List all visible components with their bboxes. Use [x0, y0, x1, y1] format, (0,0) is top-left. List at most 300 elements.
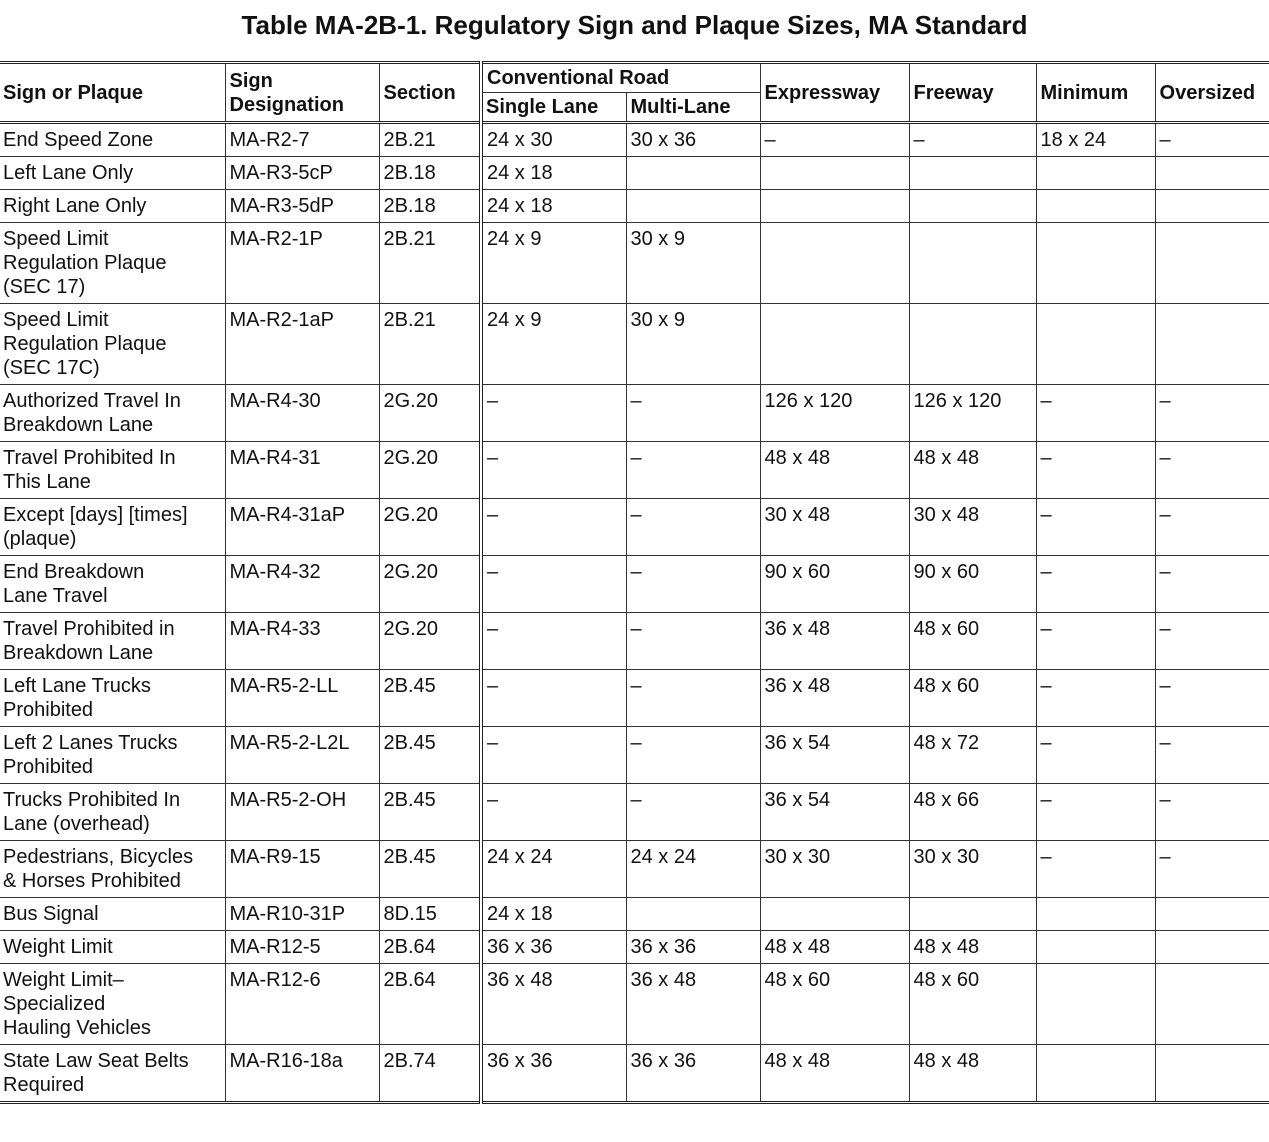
cell-sign-line: Left 2 Lanes Trucks — [3, 732, 178, 754]
cell-sign-line: Pedestrians, Bicycles — [3, 846, 194, 868]
cell-sign — [0, 223, 225, 304]
table-row — [0, 304, 1269, 385]
cell-single-lane-line: 24 x 18 — [487, 195, 553, 217]
cell-multi-lane — [626, 499, 760, 556]
cell-expressway — [760, 841, 909, 898]
cell-expressway-line: 36 x 48 — [764, 618, 831, 640]
cell-section — [379, 123, 481, 157]
cell-single-lane-line: 24 x 24 — [487, 846, 553, 868]
cell-sign-line: Left Lane Only — [3, 162, 134, 184]
cell-designation-line: MA-R4-30 — [229, 390, 321, 412]
cell-sign-line: Required — [3, 1074, 85, 1096]
cell-sign — [0, 841, 225, 898]
cell-minimum — [1036, 931, 1155, 964]
cell-freeway-line: 48 x 48 — [913, 936, 980, 958]
cell-sign — [0, 499, 225, 556]
cell-multi-lane — [626, 157, 760, 190]
cell-sign-line: Weight Limit– — [3, 969, 124, 991]
cell-minimum-line: – — [1040, 447, 1052, 469]
cell-sign — [0, 964, 225, 1045]
cell-multi-lane — [626, 223, 760, 304]
cell-oversized-line: – — [1159, 789, 1171, 811]
cell-multi-lane — [626, 931, 760, 964]
cell-single-lane — [481, 556, 626, 613]
cell-oversized — [1155, 442, 1269, 499]
cell-section-line: 2G.20 — [383, 447, 438, 469]
cell-sign — [0, 898, 225, 931]
cell-single-lane-line: – — [487, 390, 499, 412]
cell-oversized — [1155, 223, 1269, 304]
cell-multi-lane — [626, 898, 760, 931]
cell-designation — [225, 613, 379, 670]
cell-sign-line: This Lane — [3, 471, 91, 493]
cell-expressway-line: 30 x 48 — [764, 504, 831, 526]
cell-multi-lane-line: 36 x 48 — [630, 969, 697, 991]
cell-oversized — [1155, 784, 1269, 841]
table-row — [0, 556, 1269, 613]
cell-sign-line: Right Lane Only — [3, 195, 147, 217]
cell-section — [379, 931, 481, 964]
cell-sign — [0, 442, 225, 499]
cell-expressway — [760, 385, 909, 442]
table-row — [0, 670, 1269, 727]
cell-multi-lane-line: – — [630, 732, 642, 754]
cell-sign — [0, 784, 225, 841]
cell-sign-line: Prohibited — [3, 756, 94, 778]
cell-freeway-line: 48 x 48 — [913, 447, 980, 469]
header-section: Section — [379, 63, 481, 123]
cell-oversized — [1155, 727, 1269, 784]
cell-multi-lane-line: 30 x 9 — [630, 309, 685, 331]
cell-sign-line: Except [days] [times] — [3, 504, 188, 526]
cell-expressway-line: 48 x 48 — [764, 447, 831, 469]
cell-section — [379, 964, 481, 1045]
cell-freeway-line: 126 x 120 — [913, 390, 1002, 412]
cell-sign — [0, 190, 225, 223]
cell-oversized — [1155, 385, 1269, 442]
cell-section — [379, 841, 481, 898]
cell-freeway — [909, 613, 1036, 670]
header-multi-lane: Multi-Lane — [626, 93, 760, 123]
cell-multi-lane — [626, 1045, 760, 1103]
cell-freeway-line: 48 x 72 — [913, 732, 980, 754]
cell-sign-line: Trucks Prohibited In — [3, 789, 181, 811]
cell-section-line: 2B.45 — [383, 732, 436, 754]
cell-oversized — [1155, 123, 1269, 157]
cell-designation-line: MA-R16-18a — [229, 1050, 343, 1072]
cell-section-line: 2G.20 — [383, 561, 438, 583]
cell-designation — [225, 499, 379, 556]
cell-minimum-line: – — [1040, 846, 1052, 868]
cell-minimum — [1036, 613, 1155, 670]
cell-section-line: 2G.20 — [383, 390, 438, 412]
cell-single-lane-line: 24 x 9 — [487, 309, 542, 331]
cell-expressway — [760, 190, 909, 223]
cell-expressway-line: 126 x 120 — [764, 390, 853, 412]
cell-single-lane — [481, 304, 626, 385]
cell-multi-lane — [626, 190, 760, 223]
cell-minimum — [1036, 670, 1155, 727]
cell-designation — [225, 670, 379, 727]
cell-minimum — [1036, 157, 1155, 190]
cell-multi-lane-line: 30 x 36 — [630, 129, 697, 151]
cell-single-lane — [481, 670, 626, 727]
cell-minimum-line: – — [1040, 789, 1052, 811]
cell-freeway — [909, 670, 1036, 727]
header-conventional-road: Conventional Road — [481, 63, 760, 93]
cell-oversized — [1155, 898, 1269, 931]
cell-minimum-line: – — [1040, 675, 1052, 697]
cell-section-line: 2B.45 — [383, 846, 436, 868]
cell-minimum — [1036, 499, 1155, 556]
cell-section — [379, 1045, 481, 1103]
cell-designation-line: MA-R2-1aP — [229, 309, 334, 331]
cell-sign-line: Breakdown Lane — [3, 414, 154, 436]
cell-single-lane — [481, 190, 626, 223]
cell-minimum-line: 18 x 24 — [1040, 129, 1107, 151]
header-sign-designation-text: Sign Designation — [229, 69, 344, 116]
cell-single-lane — [481, 613, 626, 670]
cell-section-line: 2B.74 — [383, 1050, 436, 1072]
cell-single-lane-line: – — [487, 789, 499, 811]
cell-designation-line: MA-R4-33 — [229, 618, 321, 640]
cell-expressway — [760, 964, 909, 1045]
cell-sign-line: Left Lane Trucks — [3, 675, 151, 697]
cell-sign-line: Travel Prohibited In — [3, 447, 176, 469]
cell-single-lane-line: – — [487, 732, 499, 754]
cell-expressway — [760, 499, 909, 556]
cell-freeway-line: 90 x 60 — [913, 561, 980, 583]
cell-minimum — [1036, 556, 1155, 613]
cell-expressway — [760, 670, 909, 727]
cell-designation-line: MA-R5-2-L2L — [229, 732, 350, 754]
cell-sign — [0, 727, 225, 784]
cell-designation-line: MA-R3-5cP — [229, 162, 333, 184]
cell-single-lane-line: – — [487, 447, 499, 469]
cell-freeway — [909, 157, 1036, 190]
cell-sign-line: Weight Limit — [3, 936, 113, 958]
cell-freeway — [909, 223, 1036, 304]
cell-minimum-line: – — [1040, 618, 1052, 640]
cell-designation-line: MA-R9-15 — [229, 846, 321, 868]
cell-multi-lane — [626, 670, 760, 727]
cell-multi-lane-line: – — [630, 789, 642, 811]
cell-freeway-line: 30 x 48 — [913, 504, 980, 526]
cell-freeway — [909, 123, 1036, 157]
cell-multi-lane — [626, 123, 760, 157]
cell-freeway — [909, 898, 1036, 931]
cell-multi-lane-line: – — [630, 390, 642, 412]
cell-sign — [0, 1045, 225, 1103]
cell-designation — [225, 898, 379, 931]
cell-freeway-line: 48 x 60 — [913, 675, 980, 697]
cell-expressway — [760, 613, 909, 670]
cell-single-lane-line: 24 x 9 — [487, 228, 542, 250]
header-single-lane: Single Lane — [481, 93, 626, 123]
cell-section — [379, 442, 481, 499]
cell-oversized-line: – — [1159, 846, 1171, 868]
table-row — [0, 841, 1269, 898]
cell-sign — [0, 556, 225, 613]
table-row — [0, 931, 1269, 964]
header-expressway: Expressway — [760, 63, 909, 123]
cell-designation — [225, 1045, 379, 1103]
cell-freeway — [909, 964, 1036, 1045]
cell-section — [379, 190, 481, 223]
cell-single-lane — [481, 385, 626, 442]
cell-designation — [225, 123, 379, 157]
cell-section — [379, 898, 481, 931]
cell-freeway — [909, 841, 1036, 898]
cell-sign-line: Travel Prohibited in — [3, 618, 175, 640]
cell-section-line: 2G.20 — [383, 618, 438, 640]
cell-freeway — [909, 385, 1036, 442]
cell-freeway-line: 48 x 48 — [913, 1050, 980, 1072]
sign-size-table — [0, 61, 1269, 1104]
cell-minimum — [1036, 841, 1155, 898]
cell-oversized — [1155, 964, 1269, 1045]
cell-multi-lane — [626, 784, 760, 841]
cell-designation — [225, 304, 379, 385]
cell-expressway-line: 36 x 54 — [764, 732, 831, 754]
table-row — [0, 385, 1269, 442]
table-row — [0, 727, 1269, 784]
table-row — [0, 442, 1269, 499]
cell-expressway — [760, 304, 909, 385]
cell-minimum-line: – — [1040, 390, 1052, 412]
cell-sign-line: & Horses Prohibited — [3, 870, 181, 892]
cell-designation — [225, 157, 379, 190]
cell-expressway-line: 30 x 30 — [764, 846, 831, 868]
cell-section — [379, 385, 481, 442]
header-sign-or-plaque: Sign or Plaque — [0, 63, 225, 123]
cell-designation-line: MA-R4-31 — [229, 447, 321, 469]
cell-multi-lane-line: – — [630, 675, 642, 697]
cell-single-lane — [481, 898, 626, 931]
cell-minimum — [1036, 385, 1155, 442]
cell-sign-line: Specialized — [3, 993, 106, 1015]
cell-single-lane — [481, 157, 626, 190]
header-sign-designation — [225, 63, 379, 123]
cell-sign-line: Bus Signal — [3, 903, 99, 925]
cell-designation-line: MA-R5-2-LL — [229, 675, 339, 697]
table-row — [0, 190, 1269, 223]
table-row — [0, 157, 1269, 190]
cell-designation-line: MA-R12-6 — [229, 969, 321, 991]
cell-minimum-line: – — [1040, 732, 1052, 754]
cell-sign-line: End Breakdown — [3, 561, 145, 583]
cell-multi-lane — [626, 964, 760, 1045]
cell-freeway — [909, 784, 1036, 841]
cell-oversized — [1155, 556, 1269, 613]
cell-freeway — [909, 556, 1036, 613]
table-row — [0, 1045, 1269, 1103]
cell-expressway — [760, 157, 909, 190]
cell-oversized-line: – — [1159, 129, 1171, 151]
cell-freeway — [909, 442, 1036, 499]
cell-single-lane-line: – — [487, 618, 499, 640]
cell-multi-lane-line: 24 x 24 — [630, 846, 697, 868]
cell-expressway — [760, 784, 909, 841]
cell-minimum — [1036, 190, 1155, 223]
cell-expressway-line: 36 x 48 — [764, 675, 831, 697]
cell-single-lane — [481, 1045, 626, 1103]
cell-single-lane-line: 36 x 48 — [487, 969, 553, 991]
cell-sign-line: Prohibited — [3, 699, 94, 721]
cell-section-line: 2B.21 — [383, 129, 436, 151]
cell-freeway — [909, 499, 1036, 556]
cell-freeway-line: 48 x 60 — [913, 618, 980, 640]
cell-sign-line: (plaque) — [3, 528, 77, 550]
cell-expressway — [760, 1045, 909, 1103]
table-title: Table MA-2B-1. Regulatory Sign and Plaque Sizes, MA Standard — [241, 10, 1028, 40]
cell-oversized — [1155, 304, 1269, 385]
cell-minimum — [1036, 1045, 1155, 1103]
cell-single-lane — [481, 727, 626, 784]
cell-single-lane-line: – — [487, 504, 499, 526]
cell-multi-lane-line: 30 x 9 — [630, 228, 685, 250]
cell-sign — [0, 670, 225, 727]
cell-minimum-line: – — [1040, 504, 1052, 526]
cell-freeway-line: 30 x 30 — [913, 846, 980, 868]
cell-sign — [0, 304, 225, 385]
cell-sign — [0, 613, 225, 670]
cell-multi-lane-line: 36 x 36 — [630, 1050, 697, 1072]
cell-oversized — [1155, 613, 1269, 670]
cell-oversized-line: – — [1159, 732, 1171, 754]
table-row — [0, 964, 1269, 1045]
cell-sign-line: Speed Limit — [3, 228, 109, 250]
cell-designation — [225, 931, 379, 964]
cell-sign-line: Hauling Vehicles — [3, 1017, 151, 1039]
cell-expressway — [760, 442, 909, 499]
cell-single-lane-line: – — [487, 561, 499, 583]
cell-oversized — [1155, 931, 1269, 964]
cell-expressway — [760, 931, 909, 964]
cell-single-lane-line: – — [487, 675, 499, 697]
cell-sign-line: End Speed Zone — [3, 129, 154, 151]
cell-single-lane-line: 24 x 18 — [487, 903, 553, 925]
cell-sign-line: Speed Limit — [3, 309, 109, 331]
cell-section — [379, 157, 481, 190]
cell-sign-line: Regulation Plaque — [3, 252, 167, 274]
cell-designation-line: MA-R3-5dP — [229, 195, 334, 217]
cell-single-lane-line: 24 x 30 — [487, 129, 553, 151]
table-body — [0, 123, 1269, 1103]
cell-oversized-line: – — [1159, 447, 1171, 469]
cell-section-line: 2B.64 — [383, 936, 436, 958]
cell-sign-line: (SEC 17C) — [3, 357, 100, 379]
cell-sign-line: Lane (overhead) — [3, 813, 150, 835]
cell-expressway-line: 36 x 54 — [764, 789, 831, 811]
cell-section — [379, 613, 481, 670]
cell-designation-line: MA-R2-1P — [229, 228, 323, 250]
cell-oversized — [1155, 499, 1269, 556]
cell-oversized — [1155, 841, 1269, 898]
cell-expressway — [760, 123, 909, 157]
cell-designation — [225, 964, 379, 1045]
cell-single-lane — [481, 223, 626, 304]
cell-minimum — [1036, 223, 1155, 304]
cell-expressway-line: 90 x 60 — [764, 561, 831, 583]
cell-section-line: 2B.45 — [383, 675, 436, 697]
cell-multi-lane-line: – — [630, 618, 642, 640]
cell-multi-lane-line: – — [630, 561, 642, 583]
cell-section — [379, 223, 481, 304]
cell-section-line: 8D.15 — [383, 903, 437, 925]
cell-designation — [225, 442, 379, 499]
cell-multi-lane-line: – — [630, 504, 642, 526]
cell-multi-lane — [626, 442, 760, 499]
cell-section — [379, 727, 481, 784]
cell-section-line: 2G.20 — [383, 504, 438, 526]
cell-oversized-line: – — [1159, 561, 1171, 583]
table-row — [0, 123, 1269, 157]
cell-expressway-line: – — [764, 129, 776, 151]
cell-sign-line: Breakdown Lane — [3, 642, 154, 664]
cell-expressway — [760, 727, 909, 784]
cell-designation-line: MA-R4-32 — [229, 561, 321, 583]
cell-designation — [225, 223, 379, 304]
cell-single-lane — [481, 123, 626, 157]
cell-expressway — [760, 556, 909, 613]
header-freeway: Freeway — [909, 63, 1036, 123]
cell-minimum — [1036, 898, 1155, 931]
cell-multi-lane — [626, 385, 760, 442]
cell-section-line: 2B.21 — [383, 309, 436, 331]
table-row — [0, 499, 1269, 556]
cell-multi-lane-line: 36 x 36 — [630, 936, 697, 958]
cell-single-lane — [481, 784, 626, 841]
cell-single-lane — [481, 931, 626, 964]
table-row — [0, 784, 1269, 841]
cell-oversized — [1155, 157, 1269, 190]
cell-designation — [225, 727, 379, 784]
cell-multi-lane — [626, 727, 760, 784]
cell-freeway-line: – — [913, 129, 925, 151]
cell-sign — [0, 931, 225, 964]
cell-designation-line: MA-R10-31P — [229, 903, 346, 925]
cell-multi-lane — [626, 613, 760, 670]
cell-single-lane — [481, 964, 626, 1045]
cell-multi-lane — [626, 304, 760, 385]
header-oversized: Oversized — [1155, 63, 1269, 123]
table-row — [0, 898, 1269, 931]
cell-multi-lane — [626, 841, 760, 898]
cell-section-line: 2B.18 — [383, 195, 436, 217]
cell-section — [379, 304, 481, 385]
cell-freeway — [909, 727, 1036, 784]
cell-freeway-line: 48 x 66 — [913, 789, 980, 811]
cell-sign-line: State Law Seat Belts — [3, 1050, 189, 1072]
cell-single-lane-line: 36 x 36 — [487, 936, 553, 958]
cell-section — [379, 784, 481, 841]
cell-minimum-line: – — [1040, 561, 1052, 583]
cell-designation-line: MA-R2-7 — [229, 129, 310, 151]
cell-expressway — [760, 898, 909, 931]
cell-oversized-line: – — [1159, 504, 1171, 526]
cell-oversized-line: – — [1159, 618, 1171, 640]
cell-single-lane — [481, 841, 626, 898]
cell-designation — [225, 841, 379, 898]
cell-minimum — [1036, 727, 1155, 784]
cell-designation-line: MA-R4-31aP — [229, 504, 346, 526]
cell-sign — [0, 157, 225, 190]
cell-minimum — [1036, 784, 1155, 841]
table-row — [0, 613, 1269, 670]
cell-minimum — [1036, 304, 1155, 385]
cell-section — [379, 670, 481, 727]
